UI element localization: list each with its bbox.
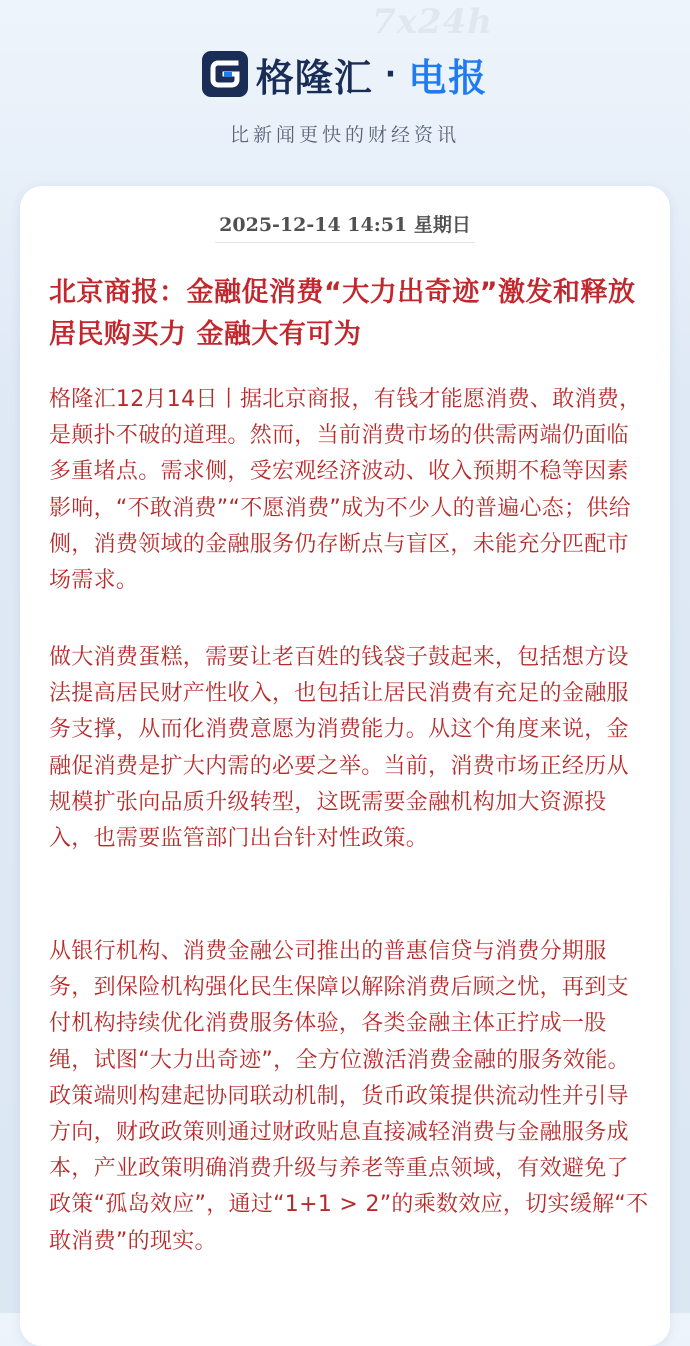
gelonghui-logo-icon bbox=[202, 51, 248, 97]
tagline: 比新闻更快的财经资讯 bbox=[229, 124, 460, 146]
article-datetime: 2025-12-14 14:51 星期日 bbox=[219, 214, 471, 236]
article-title: 北京商报：金融促消费“大力出奇迹”激发和释放居民购买力 金融大有可为 bbox=[49, 277, 636, 350]
article-card bbox=[20, 186, 670, 1346]
article-paragraph-2: 做大消费蛋糕，需要让老百姓的钱袋子鼓起来，包括想方设法提高居民财产性收入，也包括让居民消费有充足的金融服务支撑，从而化消费意愿为消费能力。从这个角度来说，金融促消费是扩大内需的必要之举。当前，消费市场正经历从规模扩张向品质升级转型，这既需要金融机构加大资源投入，也需要监管部门出台针对性政策。 bbox=[49, 645, 629, 852]
datetime-divider bbox=[215, 242, 475, 243]
article-paragraph-3: 从银行机构、消费金融公司推出的普惠信贷与消费分期服务，到保险机构强化民生保障以解除消费后顾之忧，再到支付机构持续优化消费服务体验，各类金融主体正拧成一股绳，试图“大力出奇迹”，全方位激活消费金融的服务效能。政策端则构建起协同联动机制，货币政策提供流动性并引导方向，财政政策则通过财政贴息直接减轻消费与金融服务成本，产业政策明确消费升级与养老等重点领域，有效避免了政策“孤岛效应”，通过“1+1 > 2”的乘数效应，切实缓解“不敢消费”的现实。 bbox=[49, 939, 649, 1254]
brand-separator: · bbox=[384, 56, 397, 92]
product-name: 电报 bbox=[408, 55, 489, 100]
brand-name: 格隆汇 bbox=[255, 55, 373, 100]
article-paragraph-1: 格隆汇12月14日丨据北京商报，有钱才能愿消费、敢消费，是颠扑不破的道理。然而，当前消费市场的供需两端仍面临多重堵点。需求侧，受宏观经济波动、收入预期不稳等因素影响，“不敢消费”“不愿消费”成为不少人的普遍心态；供给侧，消费领域的金融服务仍存断点与盲区，未能充分匹配市场需求。 bbox=[49, 387, 642, 594]
app-header bbox=[0, 44, 690, 104]
watermark-7x24h: 7x24h bbox=[372, 2, 493, 42]
